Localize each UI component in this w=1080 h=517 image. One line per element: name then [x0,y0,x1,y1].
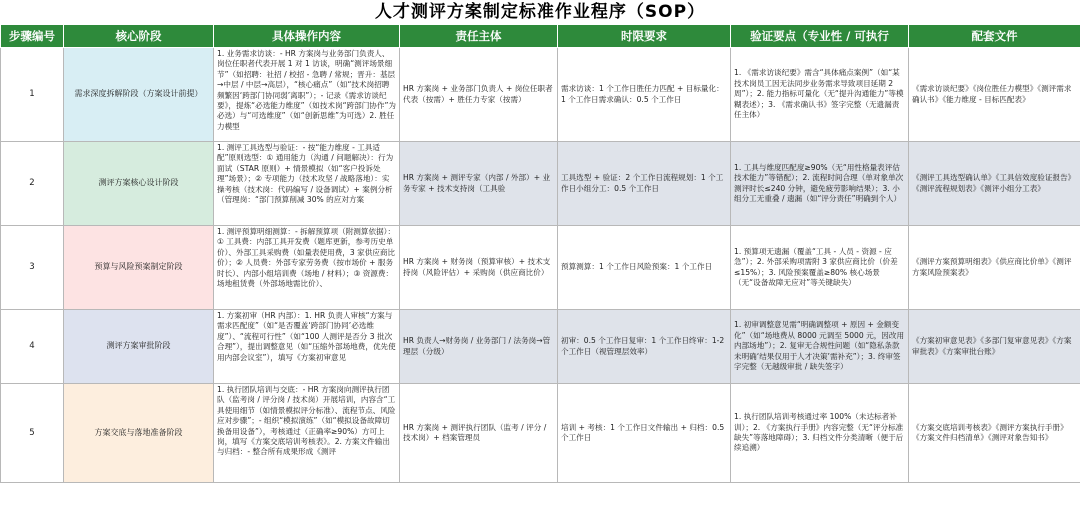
time-cell: 预算测算：1 个工作日风险预案：1 个工作日 [558,226,731,310]
core-stage: 测评方案核心设计阶段 [64,142,214,226]
verify-cell: 1. 初审调整意见需“明确调整项 + 原因 + 金额变化”（如“场地费从 8000 元调至 5000 元，因改用内部场地”）；2. 复审无合规性问题（如“隐私条款未明确‘结果仅用于人才决策’需补充”）；3. 终审签字完整（无越级审批 / 缺失签字） [731,310,909,384]
core-stage: 方案交底与落地准备阶段 [64,384,214,483]
header-step-number: 步骤编号 [1,25,64,48]
verify-cell: 1. 执行团队培训考核通过率 100%（未达标者补训）；2. 《方案执行手册》内容完整（无“评分标准缺失”等落地障碍）；3. 归档文件分类清晰（便于后续追溯） [731,384,909,483]
operations-cell [214,384,400,483]
table-row [1,310,1080,384]
core-stage: 需求深度拆解阶段（方案设计前提） [64,48,214,142]
table-row [1,48,1080,142]
header-row [1,25,1080,48]
docs-cell: 《测评工具选型确认单》《工具信效度验证报告》《测评流程规划表》《测评小组分工表》 [909,142,1080,226]
owner-cell: HR 方案岗 + 测评执行团队（监考 / 评分 / 技术岗）+ 档案管理员 [400,384,558,483]
operations-cell [214,226,400,310]
sop-table [0,24,1080,483]
page-title: 人才测评方案制定标准作业程序（SOP） [374,2,706,22]
table-row [1,142,1080,226]
docs-cell: 《测评方案预算明细表》《供应商比价单》《测评方案风险预案表》 [909,226,1080,310]
docs-cell: 《方案交底培训考核表》《测评方案执行手册》《方案文件归档清单》《测评对象告知书》 [909,384,1080,483]
time-cell: 培训 + 考核：1 个工作日文件输出 + 归档：0.5 个工作日 [558,384,731,483]
time-cell: 初审：0.5 个工作日复审：1 个工作日终审：1-2 个工作日（视管理层效率） [558,310,731,384]
owner-cell: HR 方案岗 + 财务岗（预算审核）+ 技术支持岗（风险评估）+ 采购岗（供应商比价） [400,226,558,310]
docs-cell: 《需求访谈纪要》《岗位胜任力模型》《测评需求确认书》《能力维度 - 目标匹配表》 [909,48,1080,142]
header-verification: 验证要点（专业性 / 可执行 [731,25,909,48]
operations-text: 1. 执行团队培训与交底：- HR 方案岗向测评执行团队（监考岗 / 评分岗 / 技术岗）开展培训，内容含“工具使用细节（如情景模拟评分标准）、流程节点、风险应对步骤”；- 组织“模拟演练”（如“模拟设备故障切换备用设备”），考核通过（正确率≥90%）方可上岗，填写《方案交底培训考核表》。2. 方案文件输出与归档：- 整合所有成果形成《测评 [217,385,396,457]
header-documents: 配套文件 [909,25,1080,48]
owner-cell: HR 方案岗 + 测评专家（内部 / 外部）+ 业务专家 + 技术支持岗（工具验 [400,142,558,226]
core-stage: 预算与风险预案制定阶段 [64,226,214,310]
time-cell: 工具选型 + 验证：2 个工作日流程规划：1 个工作日小组分工：0.5 个工作日 [558,142,731,226]
header-operations: 具体操作内容 [214,25,400,48]
table-row [1,226,1080,310]
owner-cell: HR 负责人→财务岗 / 业务部门 / 法务岗→管理层（分级） [400,310,558,384]
core-stage: 测评方案审批阶段 [64,310,214,384]
step-number: 5 [1,384,64,483]
step-number: 4 [1,310,64,384]
step-number: 2 [1,142,64,226]
header-core-stage: 核心阶段 [64,25,214,48]
operations-cell [214,310,400,384]
operations-text: 1. 方案初审（HR 内部）：1. HR 负责人审核“方案与需求匹配度”（如“是否覆盖‘跨部门协同’必选维度”）、“流程可行性”（如“100 人测评是否分 3 批次合理”），提出调整意见（如“压缩外部场地费，优先使用内部会议室”），填写《方案初审意见 [217,311,396,362]
operations-cell [214,142,400,226]
operations-text: 1. 业务需求访谈：- HR 方案岗与业务部门负责人、岗位任职者代表开展 1 对 1 访谈，明确“测评场景细节”（如招聘：社招 / 校招 - 急聘 / 常规；晋升：基层→中层 / 中层→高层），“核心痛点”（如“技术岗招聘频繁因‘跨部门协同弱’离职”）；- 记录《需求访谈纪要》，提炼“必选能力维度”（如技术岗“跨部门协作”为必选）与“可选维度”（如“创新思维”为可选）2. 胜任力模型 [217,49,396,131]
verify-cell: 1. 预算项无遗漏（覆盖“工具 - 人员 - 资源 - 应急”）；2. 外部采购项需附 3 家供应商比价（价差≤15%）；3. 风险预案覆盖≥80% 核心场景（无“设备故障无应对”等关键缺失） [731,226,909,310]
step-number: 1 [1,48,64,142]
verify-cell: 1. 工具与维度匹配度≥90%（无“用性格量表评估技术能力”等错配）；2. 流程时间合理（单对象单次测评时长≤240 分钟，避免疲劳影响结果）；3. 小组分工无重叠 / 遗漏（如“评分责任”明确到个人） [731,142,909,226]
table-row [1,384,1080,483]
owner-cell: HR 方案岗 + 业务部门负责人 + 岗位任职者代表（按需）+ 胜任力专家（按需） [400,48,558,142]
time-cell: 需求访谈：1 个工作日胜任力匹配 + 目标量化：1 个工作日需求确认：0.5 个工作日 [558,48,731,142]
verify-cell: 1. 《需求访谈纪要》需含“具体痛点案例”（如“某技术岗员工因无法同步业务需求导致项目延期 2 周”）；2. 能力指标可量化（无“提升沟通能力”等模糊表述）；3. 《需求确认书》签字完整（无遗漏责任主体） [731,48,909,142]
header-owner: 责任主体 [400,25,558,48]
operations-text: 1. 测评工具选型与验证：- 按“能力维度 - 工具适配”原则选型：① 通用能力（沟通 / 问题解决）：行为面试（STAR 原则）+ 情景模拟（如“客户投诉处理”场景）；② 专项能力（技术攻坚 / 战略落地）：实操考核（技术岗：代码编写 / 设备调试）+ 案例分析（管理岗：“部门预算削减 30% 的应对方案 [217,143,394,205]
header-time-limit: 时限要求 [558,25,731,48]
step-number: 3 [1,226,64,310]
operations-text: 1. 测评预算明细测算：- 拆解预算项（附测算依据）：① 工具费：内部工具开发费（题库更新，参考历史单价）、外部工具采购费（如量表使用费，3 家供应商比价）；② 人员费：外部专家劳务费（按市场价 + 服务时长）、内部小组培训费（场地 / 材料）；③ 资源费：场地租赁费（外部场地需比价）、 [217,227,396,289]
docs-cell: 《方案初审意见表》《多部门复审意见表》《方案审批表》《方案审批台账》 [909,310,1080,384]
operations-cell [214,48,400,142]
